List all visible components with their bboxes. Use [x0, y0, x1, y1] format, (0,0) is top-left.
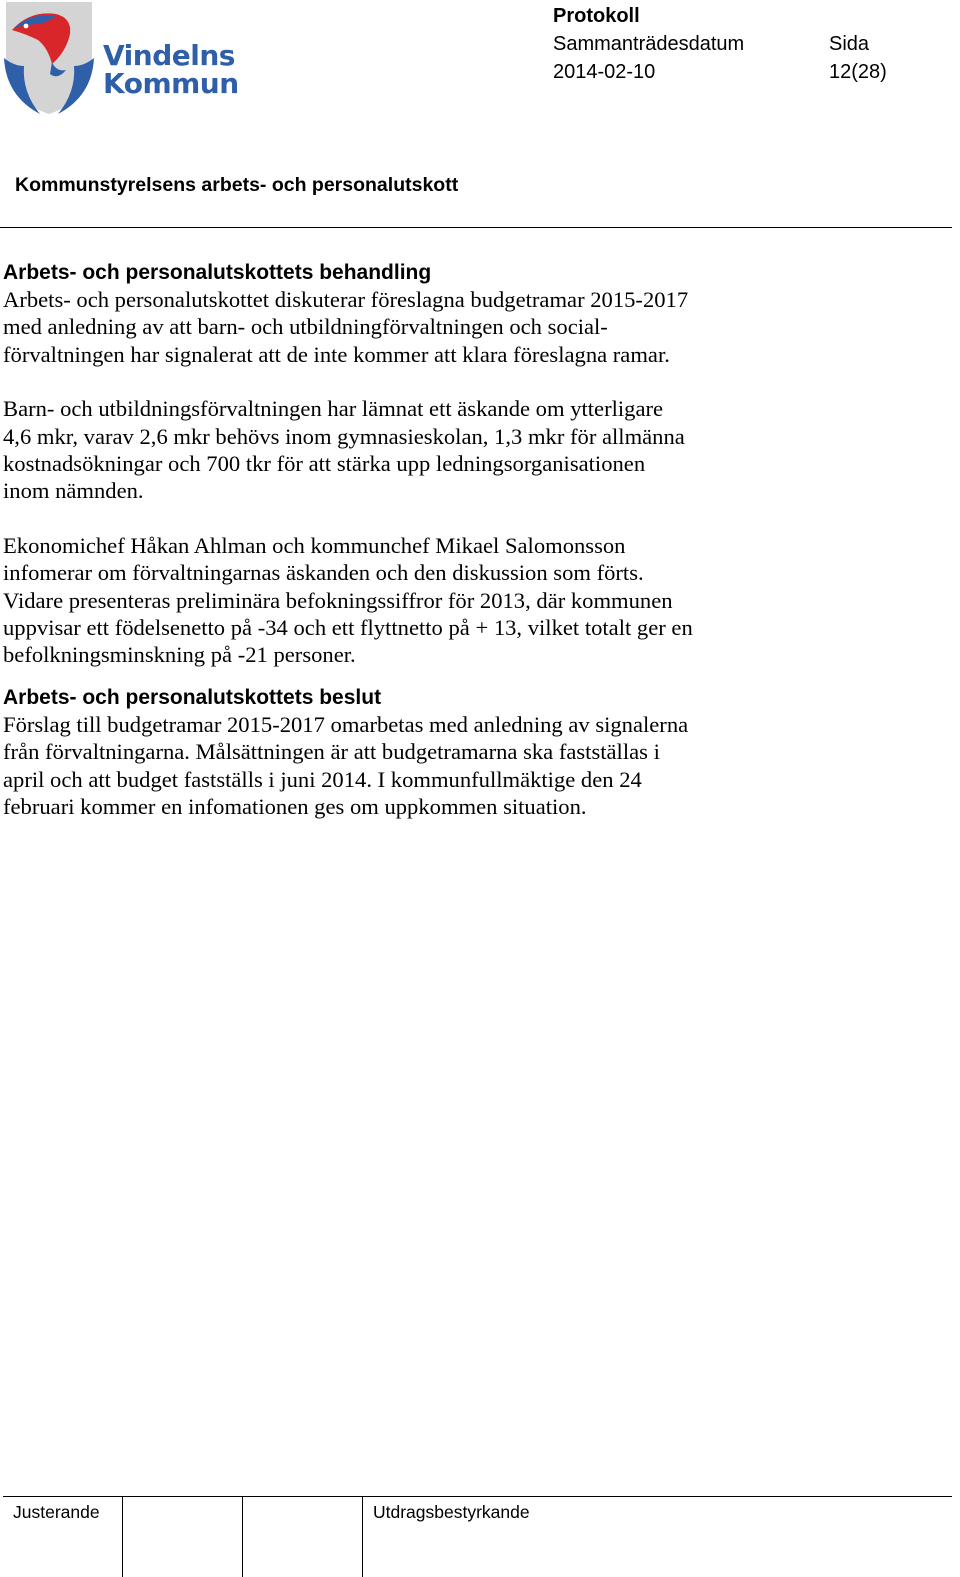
paragraph-discussion: [3, 286, 833, 368]
meeting-date-label: Sammanträdesdatum: [553, 33, 745, 55]
text-line: kostnadsökningar och 700 tkr för att stärka upp ledningsorganisationen: [3, 451, 646, 477]
text-line: med anledning av att barn- och utbildningförvaltningen och social-: [3, 314, 608, 340]
municipality-logo: [0, 0, 250, 118]
justerande-label: Justerande: [13, 1502, 100, 1522]
paragraph-information: [3, 532, 833, 669]
text-line: uppvisar ett födelsenetto på -34 och ett flyttnetto på + 13, vilket totalt ger en: [3, 615, 693, 641]
protocol-body: [3, 259, 833, 821]
paragraph-request: [3, 395, 833, 505]
text-line: befolkningsminskning på -21 personer.: [3, 642, 356, 668]
logo-line-1: Vindelns: [103, 39, 235, 72]
spacer: [3, 368, 833, 395]
text-line: Barn- och utbildningsförvaltningen har lämnat ett äskande om ytterligare: [3, 396, 664, 422]
text-line: förvaltningen har signalerat att de inte kommer att klara föreslagna ramar.: [3, 341, 670, 367]
section-heading-decision: Arbets- och personalutskottets beslut: [3, 685, 382, 709]
signature-footer: [3, 1496, 952, 1577]
spacer: [3, 505, 833, 532]
logo-line-2: Kommun: [103, 67, 239, 100]
committee-title: Kommunstyrelsens arbets- och personalutskott: [15, 174, 459, 196]
text-line: från förvaltningarna. Målsättningen är att budgetramarna ska fastställas i: [3, 739, 660, 765]
doc-type: Protokoll: [553, 5, 640, 27]
text-line: infomerar om förvaltningarnas äskanden och den diskussion som förts.: [3, 560, 644, 586]
fish-shield-logo-icon: [0, 0, 100, 118]
utdragsbestyrkande-label: Utdragsbestyrkande: [373, 1502, 530, 1522]
logo-wordmark: [103, 39, 239, 100]
text-line: Arbets- och personalutskottet diskuterar föreslagna budgetramar 2015-2017: [3, 287, 689, 312]
spacer: [3, 669, 833, 684]
signature-cell-divider: [122, 1497, 123, 1577]
page-label: Sida: [829, 33, 870, 55]
header-divider: [0, 227, 952, 228]
text-line: Förslag till budgetramar 2015-2017 omarbetas med anledning av signalerna: [3, 711, 689, 737]
text-line: februari kommer en infomationen ges om uppkommen situation.: [3, 794, 587, 820]
section-heading-treatment: Arbets- och personalutskottets behandling: [3, 261, 432, 284]
paragraph-decision: [3, 711, 833, 821]
meeting-date-value: 2014-02-10: [553, 61, 656, 83]
signature-cell-divider: [362, 1497, 363, 1577]
text-line: inom nämnden.: [3, 478, 144, 504]
signature-cell-divider: [242, 1497, 243, 1577]
text-line: 4,6 mkr, varav 2,6 mkr behövs inom gymnasieskolan, 1,3 mkr för allmänna: [3, 423, 685, 449]
text-line: Vidare presenteras preliminära befokningssiffror för 2013, där kommunen: [3, 587, 673, 613]
text-line: Ekonomichef Håkan Ahlman och kommunchef Mikael Salomonsson: [3, 532, 626, 558]
text-line: april och att budget fastställs i juni 2014. I kommunfullmäktige den 24: [3, 766, 642, 792]
page-number: 12(28): [829, 61, 887, 83]
